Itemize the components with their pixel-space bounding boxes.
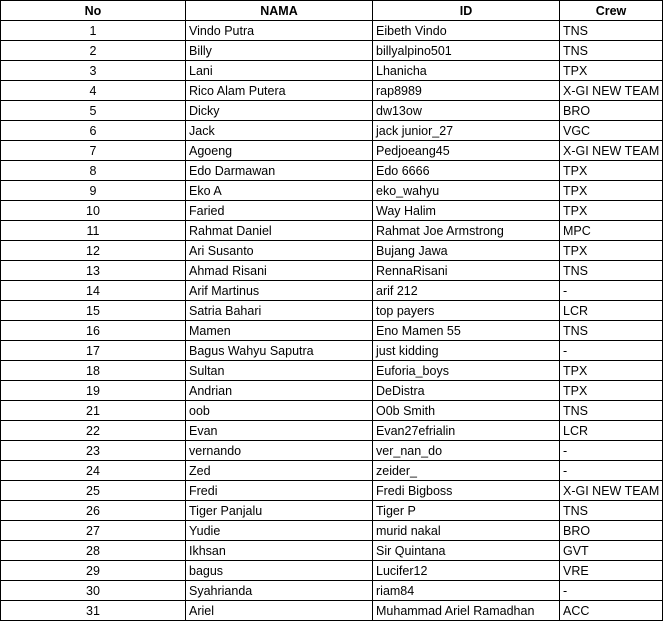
table-row — [1, 441, 663, 461]
header-id[interactable]: ID — [373, 1, 560, 21]
table-row — [1, 341, 663, 361]
cell-id[interactable]: top payers — [373, 301, 560, 321]
cell-no[interactable]: 5 — [1, 101, 186, 121]
header-crew[interactable]: Crew — [560, 1, 663, 21]
cell-crew[interactable]: VGC — [560, 121, 663, 141]
cell-crew[interactable]: - — [560, 441, 663, 461]
cell-no[interactable]: 12 — [1, 241, 186, 261]
cell-no[interactable]: 4 — [1, 81, 186, 101]
table-row — [1, 381, 663, 401]
table-row — [1, 41, 663, 61]
cell-nama[interactable]: Jack — [186, 121, 373, 141]
cell-id[interactable]: dw13ow — [373, 101, 560, 121]
cell-nama[interactable]: Bagus Wahyu Saputra — [186, 341, 373, 361]
cell-id[interactable]: RennaRisani — [373, 261, 560, 281]
cell-crew[interactable]: TPX — [560, 181, 663, 201]
cell-nama[interactable]: bagus — [186, 561, 373, 581]
table-row — [1, 21, 663, 41]
cell-nama[interactable]: Lani — [186, 61, 373, 81]
cell-id[interactable]: Pedjoeang45 — [373, 141, 560, 161]
cell-no[interactable]: 14 — [1, 281, 186, 301]
table-row — [1, 161, 663, 181]
table-row — [1, 321, 663, 341]
cell-id[interactable]: DeDistra — [373, 381, 560, 401]
cell-nama[interactable]: Yudie — [186, 521, 373, 541]
table-row — [1, 601, 663, 621]
cell-crew[interactable]: X-GI NEW TEAM — [560, 141, 663, 161]
cell-no[interactable]: 3 — [1, 61, 186, 81]
header-row — [1, 1, 663, 21]
cell-nama[interactable]: Satria Bahari — [186, 301, 373, 321]
table-row — [1, 541, 663, 561]
cell-id[interactable]: just kidding — [373, 341, 560, 361]
cell-crew[interactable]: TNS — [560, 321, 663, 341]
header-nama[interactable]: NAMA — [186, 1, 373, 21]
cell-crew[interactable]: TNS — [560, 501, 663, 521]
cell-nama[interactable]: Eko A — [186, 181, 373, 201]
cell-no[interactable]: 7 — [1, 141, 186, 161]
cell-no[interactable]: 11 — [1, 221, 186, 241]
table-row — [1, 401, 663, 421]
table-row — [1, 521, 663, 541]
cell-id[interactable]: Bujang Jawa — [373, 241, 560, 261]
cell-crew[interactable]: TPX — [560, 381, 663, 401]
table-row — [1, 81, 663, 101]
cell-no[interactable]: 31 — [1, 601, 186, 621]
cell-id[interactable]: Way Halim — [373, 201, 560, 221]
header-no[interactable]: No — [1, 1, 186, 21]
cell-crew[interactable]: - — [560, 281, 663, 301]
cell-id[interactable]: jack junior_27 — [373, 121, 560, 141]
cell-nama[interactable]: Syahrianda — [186, 581, 373, 601]
table-row — [1, 461, 663, 481]
cell-crew[interactable]: - — [560, 581, 663, 601]
cell-id[interactable]: Eibeth Vindo — [373, 21, 560, 41]
cell-id[interactable]: Fredi Bigboss — [373, 481, 560, 501]
cell-no[interactable]: 23 — [1, 441, 186, 461]
cell-no[interactable]: 6 — [1, 121, 186, 141]
cell-no[interactable]: 24 — [1, 461, 186, 481]
cell-id[interactable]: Lhanicha — [373, 61, 560, 81]
table-row — [1, 241, 663, 261]
cell-nama[interactable]: Vindo Putra — [186, 21, 373, 41]
cell-nama[interactable]: oob — [186, 401, 373, 421]
table-row — [1, 261, 663, 281]
cell-id[interactable]: Rahmat Joe Armstrong — [373, 221, 560, 241]
table-row — [1, 481, 663, 501]
cell-crew[interactable]: TPX — [560, 201, 663, 221]
cell-nama[interactable]: Mamen — [186, 321, 373, 341]
cell-no[interactable]: 9 — [1, 181, 186, 201]
cell-no[interactable]: 29 — [1, 561, 186, 581]
cell-nama[interactable]: Edo Darmawan — [186, 161, 373, 181]
cell-nama[interactable]: Ahmad Risani — [186, 261, 373, 281]
cell-id[interactable]: Evan27efrialin — [373, 421, 560, 441]
cell-crew[interactable]: BRO — [560, 101, 663, 121]
cell-crew[interactable]: TNS — [560, 261, 663, 281]
cell-id[interactable]: Edo 6666 — [373, 161, 560, 181]
cell-nama[interactable]: Rico Alam Putera — [186, 81, 373, 101]
table-row — [1, 101, 663, 121]
cell-id[interactable]: riam84 — [373, 581, 560, 601]
cell-nama[interactable]: vernando — [186, 441, 373, 461]
table-row — [1, 141, 663, 161]
cell-nama[interactable]: Zed — [186, 461, 373, 481]
table-row — [1, 581, 663, 601]
cell-id[interactable]: Lucifer12 — [373, 561, 560, 581]
cell-crew[interactable]: X-GI NEW TEAM — [560, 81, 663, 101]
table-row — [1, 281, 663, 301]
cell-crew[interactable]: TPX — [560, 241, 663, 261]
table-row — [1, 221, 663, 241]
cell-nama[interactable]: Ikhsan — [186, 541, 373, 561]
table-row — [1, 561, 663, 581]
table-row — [1, 121, 663, 141]
cell-no[interactable]: 28 — [1, 541, 186, 561]
cell-crew[interactable]: - — [560, 461, 663, 481]
table-row — [1, 201, 663, 221]
cell-crew[interactable]: LCR — [560, 301, 663, 321]
cell-nama[interactable]: Dicky — [186, 101, 373, 121]
cell-nama[interactable]: Sultan — [186, 361, 373, 381]
cell-nama[interactable]: Rahmat Daniel — [186, 221, 373, 241]
cell-nama[interactable]: Ari Susanto — [186, 241, 373, 261]
cell-no[interactable]: 21 — [1, 401, 186, 421]
cell-id[interactable]: zeider_ — [373, 461, 560, 481]
cell-nama[interactable]: Evan — [186, 421, 373, 441]
cell-no[interactable]: 2 — [1, 41, 186, 61]
cell-id[interactable]: Tiger P — [373, 501, 560, 521]
cell-no[interactable]: 13 — [1, 261, 186, 281]
cell-crew[interactable]: - — [560, 341, 663, 361]
cell-crew[interactable]: ACC — [560, 601, 663, 621]
cell-nama[interactable]: Arif Martinus — [186, 281, 373, 301]
cell-no[interactable]: 17 — [1, 341, 186, 361]
cell-id[interactable]: O0b Smith — [373, 401, 560, 421]
cell-nama[interactable]: Faried — [186, 201, 373, 221]
cell-no[interactable]: 30 — [1, 581, 186, 601]
cell-nama[interactable]: Billy — [186, 41, 373, 61]
table-row — [1, 361, 663, 381]
cell-nama[interactable]: Tiger Panjalu — [186, 501, 373, 521]
cell-crew[interactable]: TPX — [560, 161, 663, 181]
table-row — [1, 301, 663, 321]
cell-crew[interactable]: X-GI NEW TEAM — [560, 481, 663, 501]
cell-id[interactable]: Euforia_boys — [373, 361, 560, 381]
cell-no[interactable]: 16 — [1, 321, 186, 341]
cell-id[interactable]: Sir Quintana — [373, 541, 560, 561]
cell-id[interactable]: Eno Mamen 55 — [373, 321, 560, 341]
cell-crew[interactable]: TNS — [560, 401, 663, 421]
cell-no[interactable]: 10 — [1, 201, 186, 221]
cell-nama[interactable]: Andrian — [186, 381, 373, 401]
cell-crew[interactable]: TPX — [560, 61, 663, 81]
cell-crew[interactable]: TNS — [560, 41, 663, 61]
cell-no[interactable]: 27 — [1, 521, 186, 541]
cell-no[interactable]: 19 — [1, 381, 186, 401]
cell-no[interactable]: 15 — [1, 301, 186, 321]
table-row — [1, 421, 663, 441]
cell-id[interactable]: rap8989 — [373, 81, 560, 101]
cell-nama[interactable]: Ariel — [186, 601, 373, 621]
cell-id[interactable]: billyalpino501 — [373, 41, 560, 61]
cell-id[interactable]: murid nakal — [373, 521, 560, 541]
cell-id[interactable]: arif 212 — [373, 281, 560, 301]
cell-no[interactable]: 8 — [1, 161, 186, 181]
cell-crew[interactable]: BRO — [560, 521, 663, 541]
table-row — [1, 501, 663, 521]
cell-crew[interactable]: TNS — [560, 21, 663, 41]
table-body — [1, 21, 663, 621]
cell-crew[interactable]: MPC — [560, 221, 663, 241]
cell-no[interactable]: 25 — [1, 481, 186, 501]
cell-no[interactable]: 22 — [1, 421, 186, 441]
cell-id[interactable]: ver_nan_do — [373, 441, 560, 461]
cell-crew[interactable]: LCR — [560, 421, 663, 441]
cell-nama[interactable]: Agoeng — [186, 141, 373, 161]
cell-no[interactable]: 26 — [1, 501, 186, 521]
cell-crew[interactable]: GVT — [560, 541, 663, 561]
cell-no[interactable]: 1 — [1, 21, 186, 41]
table-row — [1, 181, 663, 201]
cell-no[interactable]: 18 — [1, 361, 186, 381]
table-row — [1, 61, 663, 81]
cell-id[interactable]: eko_wahyu — [373, 181, 560, 201]
cell-id[interactable]: Muhammad Ariel Ramadhan — [373, 601, 560, 621]
cell-nama[interactable]: Fredi — [186, 481, 373, 501]
cell-crew[interactable]: VRE — [560, 561, 663, 581]
cell-crew[interactable]: TPX — [560, 361, 663, 381]
